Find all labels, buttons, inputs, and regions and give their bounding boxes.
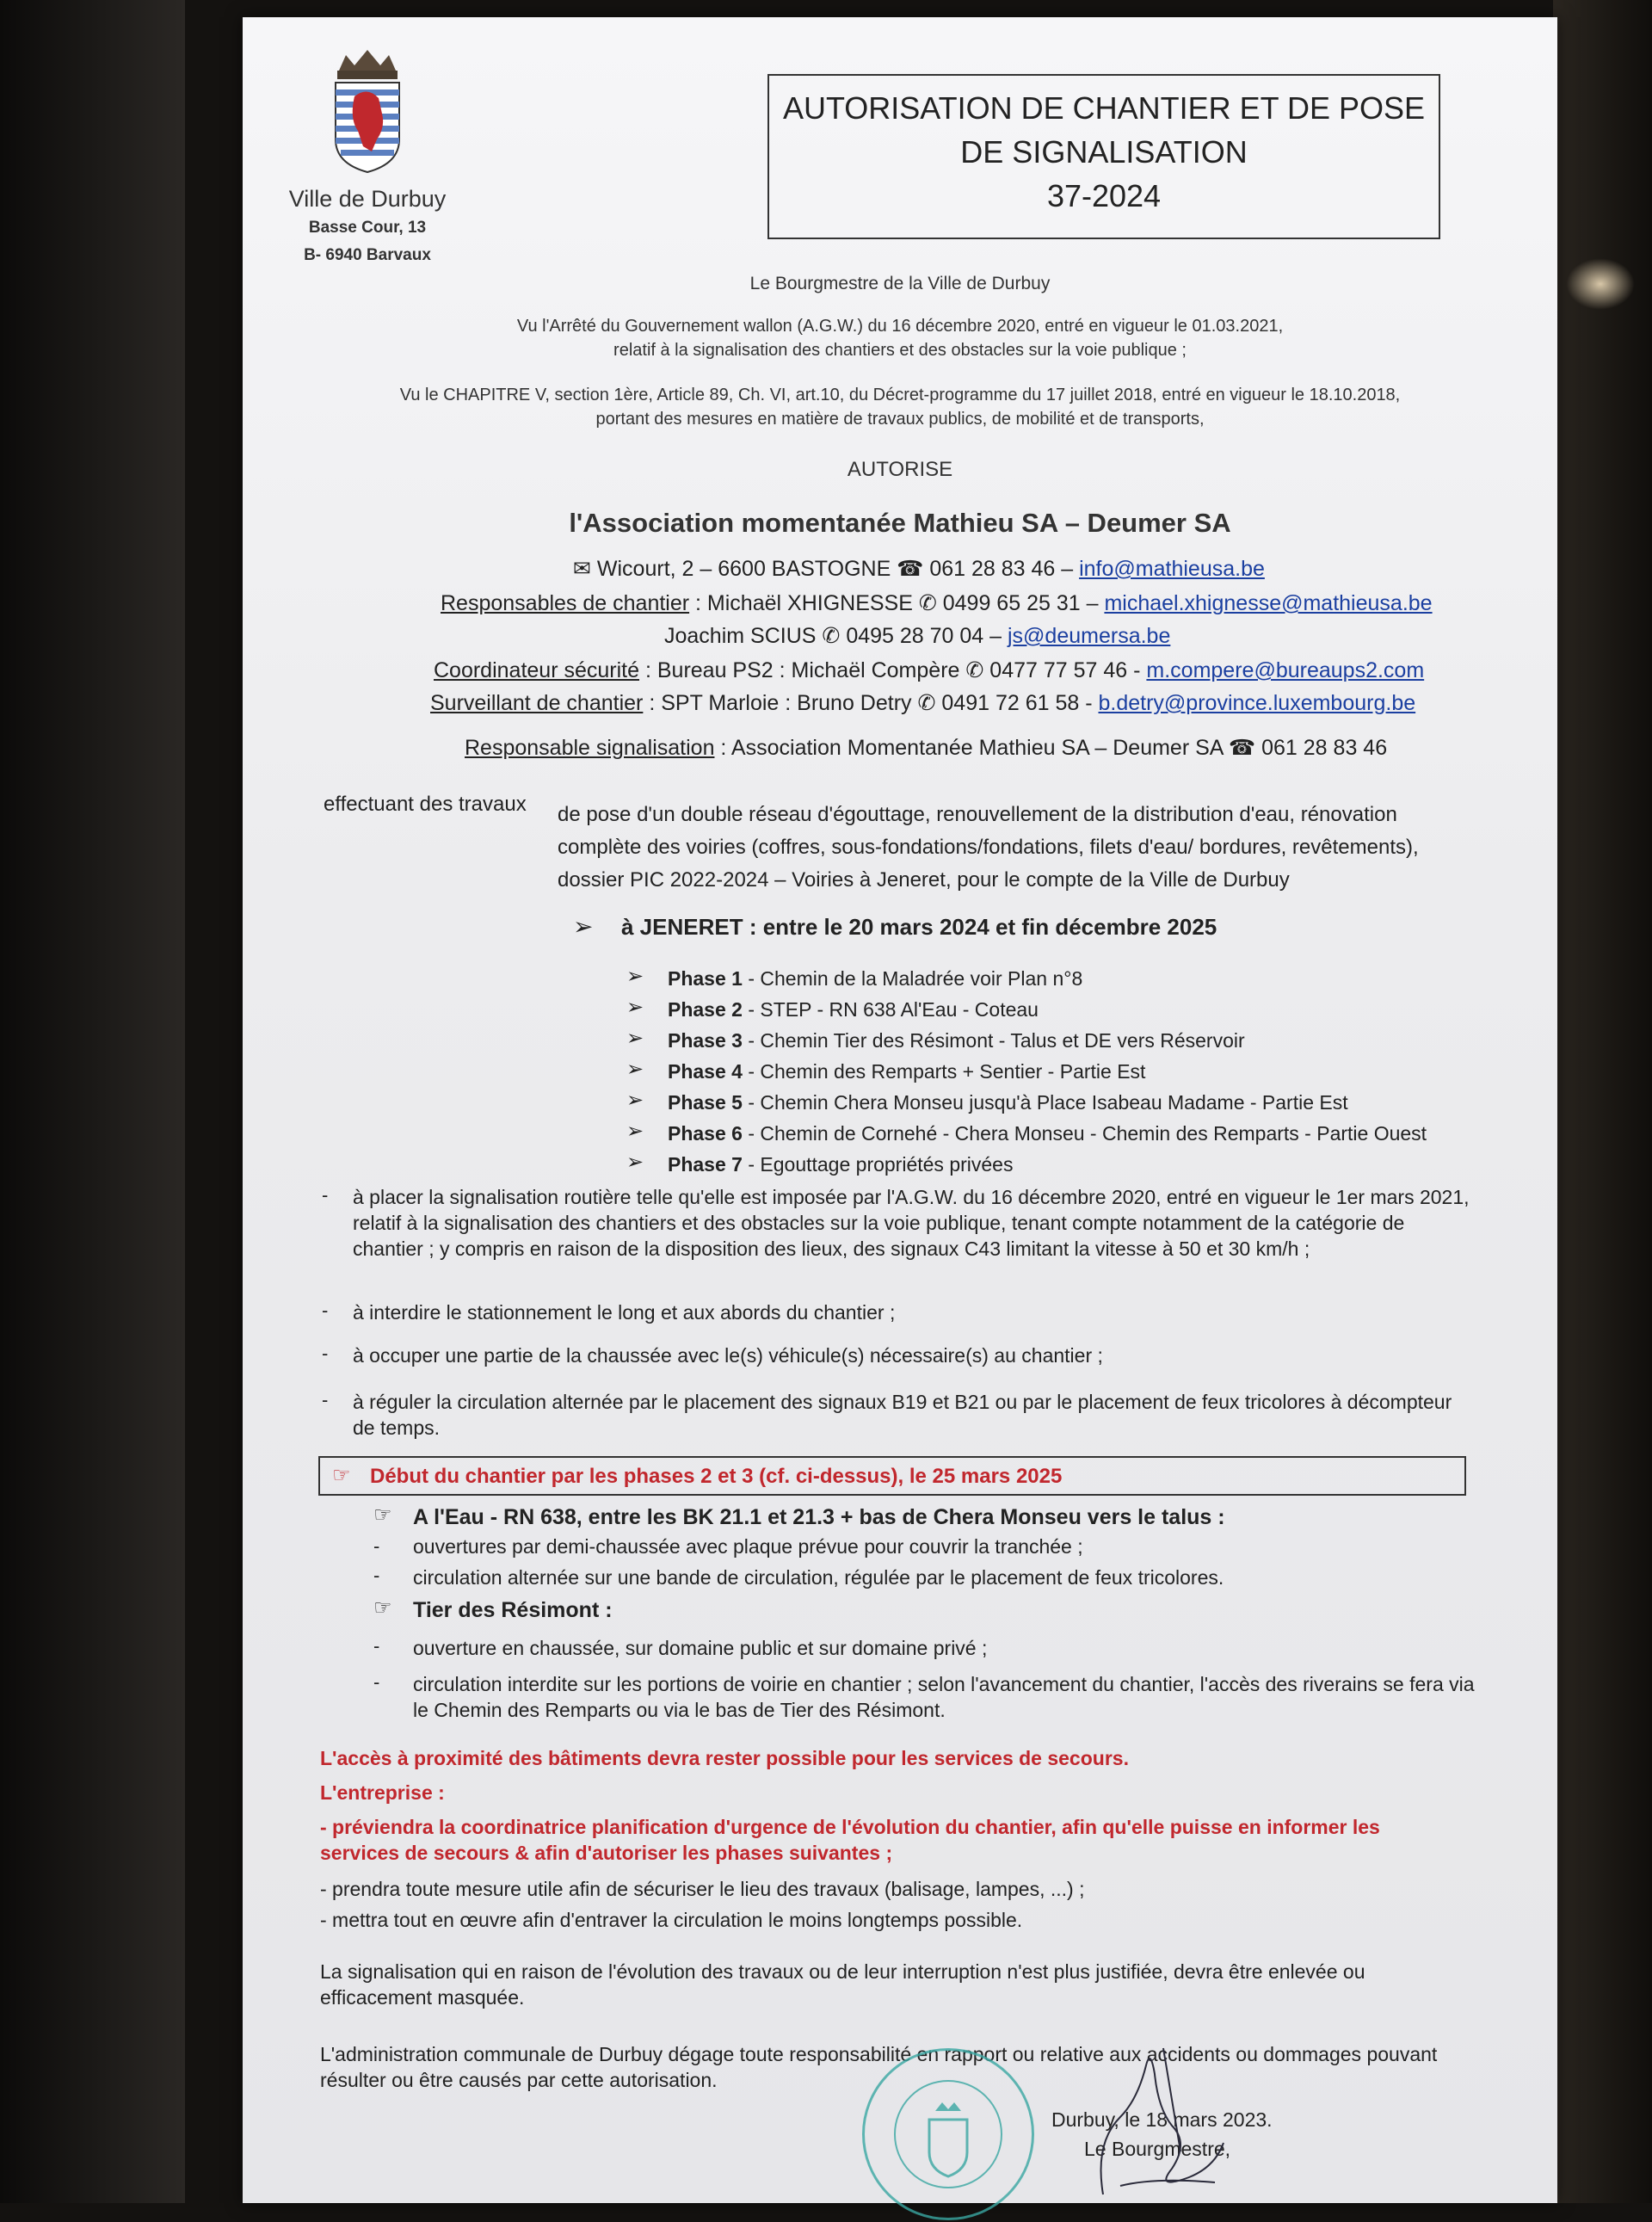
hand-pointer-icon: ☞ xyxy=(373,1503,392,1527)
legal-basis-1a: Vu l'Arrêté du Gouvernement wallon (A.G.W.) du 16 décembre 2020, entré en vigueur le 01.03.2021, xyxy=(516,317,1284,336)
site-supervisor-line xyxy=(430,690,1415,716)
start-date-banner xyxy=(318,1456,1466,1496)
title-line-2: DE SIGNALISATION xyxy=(960,134,1248,170)
obligation-roadway: à occuper une partie de la chaussée avec le(s) véhicule(s) nécessaire(s) au chantier ; xyxy=(353,1344,1103,1367)
arrow-bullet-icon: ➢ xyxy=(626,1151,644,1174)
envelope-icon: ✉ xyxy=(573,557,591,581)
dash-bullet: - xyxy=(373,1671,380,1693)
safety-coordinator: : Bureau PS2 : Michaël Compère xyxy=(644,658,960,682)
signage-manager-line xyxy=(465,735,1387,761)
company-duty-1: - préviendra la coordinatrice planification d'urgence de l'évolution du chantier, afin qu'elle puisse en informer les services de secours & afin d'autoriser les phases suivantes ; xyxy=(320,1816,1380,1864)
site-supervisor: : SPT Marloie : Bruno Detry xyxy=(649,691,912,715)
site-manager-line-2 xyxy=(664,623,1170,649)
issuer: Le Bourgmestre de la Ville de Durbuy xyxy=(749,274,1051,293)
handwritten-signature-icon xyxy=(1069,2014,1258,2203)
company-duty-2: - prendra toute mesure utile afin de sécuriser le lieu des travaux (balisage, lampes, ...) ; xyxy=(320,1878,1085,1900)
phone-icon: ☎ xyxy=(1229,736,1256,760)
arrow-bullet-icon: ➢ xyxy=(626,996,644,1019)
authorisation-number: 37-2024 xyxy=(1046,178,1162,213)
dash-bullet: - xyxy=(322,1299,329,1321)
signage-manager-phone: 061 28 83 46 xyxy=(1261,736,1388,760)
document-title-box xyxy=(767,74,1440,239)
tier-item-2: circulation interdite sur les portions de voirie en chantier ; selon l'avancement du chantier, l'accès des riverains se fera via le Chemin des Remparts ou via le bas de Tier des Résimont. xyxy=(413,1673,1475,1721)
safety-coordinator-label: Coordinateur sécurité xyxy=(434,658,640,682)
site-manager-1: : Michaël XHIGNESSE xyxy=(695,591,913,615)
works-line-2: complète des voiries (coffres, sous-fondations/fondations, filets d'eau/ bordures, revêtements), xyxy=(558,836,1419,859)
arrow-bullet-icon: ➢ xyxy=(573,913,594,940)
dash-bullet: - xyxy=(373,1565,380,1586)
company-phone: 061 28 83 46 – xyxy=(929,557,1074,581)
site-manager-2-email-link[interactable]: js@deumersa.be xyxy=(1008,624,1171,648)
company-contact-line xyxy=(573,556,1265,582)
background-frame-left xyxy=(0,0,185,2203)
notice-document xyxy=(243,17,1557,2203)
site-manager-2: Joachim SCIUS xyxy=(664,624,817,648)
company-heading: L'entreprise : xyxy=(320,1781,445,1804)
site-manager-1-phone: 0499 65 25 31 – xyxy=(942,591,1099,615)
location-period: à JENERET : entre le 20 mars 2024 et fin décembre 2025 xyxy=(621,914,1217,940)
town-crest-icon xyxy=(329,45,406,174)
arrow-bullet-icon: ➢ xyxy=(626,1027,644,1050)
site-managers-label: Responsables de chantier xyxy=(441,591,690,615)
emergency-access-note: L'accès à proximité des bâtiments devra rester possible pour les services de secours. xyxy=(320,1747,1129,1769)
dash-bullet: - xyxy=(322,1184,329,1206)
tier-item-1: ouverture en chaussée, sur domaine public et sur domaine privé ; xyxy=(413,1637,988,1659)
eau-section-title: A l'Eau - RN 638, entre les BK 21.1 et 21.3 + bas de Chera Monseu vers le talus : xyxy=(413,1505,1225,1529)
dash-bullet: - xyxy=(322,1389,329,1410)
phase-item: Phase 2 - STEP - RN 638 Al'Eau - Coteau xyxy=(668,998,1039,1021)
works-line-1: de pose d'un double réseau d'égouttage, renouvellement de la distribution d'eau, rénovation xyxy=(558,803,1397,826)
legal-basis-1b: relatif à la signalisation des chantiers et des obstacles sur la voie publique ; xyxy=(613,341,1187,360)
town-address-street: Basse Cour, 13 xyxy=(308,219,427,237)
title-line-1: AUTORISATION DE CHANTIER ET DE POSE xyxy=(782,90,1426,126)
site-supervisor-phone: 0491 72 61 58 - xyxy=(941,691,1093,715)
town-address-city: B- 6940 Barvaux xyxy=(304,246,431,264)
background-frame-right xyxy=(1553,0,1652,2203)
company-duty-3: - mettra tout en œuvre afin d'entraver la circulation le moins longtemps possible. xyxy=(320,1909,1023,1931)
dash-bullet: - xyxy=(373,1535,380,1557)
works-label: effectuant des travaux xyxy=(324,793,527,816)
phase-item: Phase 5 - Chemin Chera Monseu jusqu'à Place Isabeau Madame - Partie Est xyxy=(668,1091,1348,1114)
phase-item: Phase 4 - Chemin des Remparts + Sentier - Partie Est xyxy=(668,1060,1146,1083)
hand-pointer-icon: ☞ xyxy=(332,1464,351,1487)
arrow-bullet-icon: ➢ xyxy=(626,1089,644,1112)
signature-date: Durbuy, le 18 mars 2023. xyxy=(1051,2108,1273,2131)
hand-pointer-icon: ☞ xyxy=(373,1596,392,1620)
safety-coordinator-email-link[interactable]: m.compere@bureaups2.com xyxy=(1146,658,1425,682)
site-manager-1-email-link[interactable]: michael.xhignesse@mathieusa.be xyxy=(1104,591,1433,615)
site-supervisor-label: Surveillant de chantier xyxy=(430,691,644,715)
works-line-3: dossier PIC 2022-2024 – Voiries à Jeneret, pour le compte de la Ville de Durbuy xyxy=(558,868,1290,892)
signage-manager-label: Responsable signalisation xyxy=(465,736,715,760)
legal-basis-2a: Vu le CHAPITRE V, section 1ère, Article 89, Ch. VI, art.10, du Décret-programme du 17 juillet 2018, entré en vigueur le 18.10.2018, xyxy=(399,386,1401,404)
start-date-text: Début du chantier par les phases 2 et 3 (cf. ci-dessus), le 25 mars 2025 xyxy=(370,1465,1063,1488)
company-name: l'Association momentanée Mathieu SA – Deumer SA xyxy=(569,508,1231,538)
site-manager-line-1 xyxy=(441,590,1433,616)
signage-manager: : Association Momentanée Mathieu SA – Deumer SA xyxy=(720,736,1224,760)
phone-icon: ☎ xyxy=(897,557,924,581)
eau-item-2: circulation alternée sur une bande de circulation, régulée par le placement de feux tricolores. xyxy=(413,1566,1224,1589)
liability-note: L'administration communale de Durbuy dégage toute responsabilité en rapport ou relative aux accidents ou dommages pouvant résulter ou être causés par cette autorisation. xyxy=(320,2043,1438,2091)
safety-coordinator-phone: 0477 77 57 46 - xyxy=(989,658,1141,682)
site-supervisor-email-link[interactable]: b.detry@province.luxembourg.be xyxy=(1098,691,1416,715)
arrow-bullet-icon: ➢ xyxy=(626,1058,644,1081)
phase-item: Phase 1 - Chemin de la Maladrée voir Plan n°8 xyxy=(668,967,1083,990)
stamp-seal-icon xyxy=(865,2051,1032,2218)
mobile-phone-icon: ✆ xyxy=(918,591,937,615)
signature-role: Le Bourgmestre, xyxy=(1084,2138,1231,2160)
phase-item: Phase 3 - Chemin Tier des Résimont - Talus et DE vers Réservoir xyxy=(668,1029,1245,1052)
phase-item: Phase 7 - Egouttage propriétés privées xyxy=(668,1153,1014,1176)
mobile-phone-icon: ✆ xyxy=(917,691,936,715)
legal-basis-2b: portant des mesures en matière de travaux publics, de mobilité et de transports, xyxy=(595,410,1205,429)
municipal-stamp xyxy=(862,2048,1034,2220)
arrow-bullet-icon: ➢ xyxy=(626,965,644,988)
phase-item: Phase 6 - Chemin de Cornehé - Chera Monseu - Chemin des Remparts - Partie Ouest xyxy=(668,1122,1427,1145)
mobile-phone-icon: ✆ xyxy=(822,624,841,648)
arrow-bullet-icon: ➢ xyxy=(626,1120,644,1143)
authorise-heading: AUTORISE xyxy=(847,458,953,481)
obligation-signage: à placer la signalisation routière telle qu'elle est imposée par l'A.G.W. du 16 décembre 2020, entré en vigueur le 1er mars 2021, relatif à la signalisation des chantiers et des obstacles sur la voie publique, tenant compte notamment de la catégorie de chantier ; y compris en raison de la disposition des lieux, des signaux C43 limitant la vitesse à 50 et 30 km/h ; xyxy=(353,1186,1470,1260)
site-manager-2-phone: 0495 28 70 04 – xyxy=(846,624,1002,648)
tier-section-title: Tier des Résimont : xyxy=(413,1598,613,1622)
town-name: Ville de Durbuy xyxy=(288,186,447,212)
dash-bullet: - xyxy=(373,1635,380,1657)
light-glare xyxy=(1566,258,1635,310)
obligation-parking: à interdire le stationnement le long et aux abords du chantier ; xyxy=(353,1301,896,1324)
obligation-traffic: à réguler la circulation alternée par le placement des signaux B19 et B21 ou par le placement de feux tricolores à décompteur de temps. xyxy=(353,1391,1452,1439)
mobile-phone-icon: ✆ xyxy=(965,658,984,682)
signage-removal-note: La signalisation qui en raison de l'évolution des travaux ou de leur interruption n'est plus justifiée, devra être enlevée ou efficacement masquée. xyxy=(320,1960,1365,2009)
eau-item-1: ouvertures par demi-chaussée avec plaque prévue pour couvrir la tranchée ; xyxy=(413,1535,1083,1558)
company-email-link[interactable]: info@mathieusa.be xyxy=(1079,557,1265,581)
company-address: Wicourt, 2 – 6600 BASTOGNE xyxy=(596,557,891,581)
dash-bullet: - xyxy=(322,1342,329,1364)
safety-coordinator-line xyxy=(434,657,1424,683)
